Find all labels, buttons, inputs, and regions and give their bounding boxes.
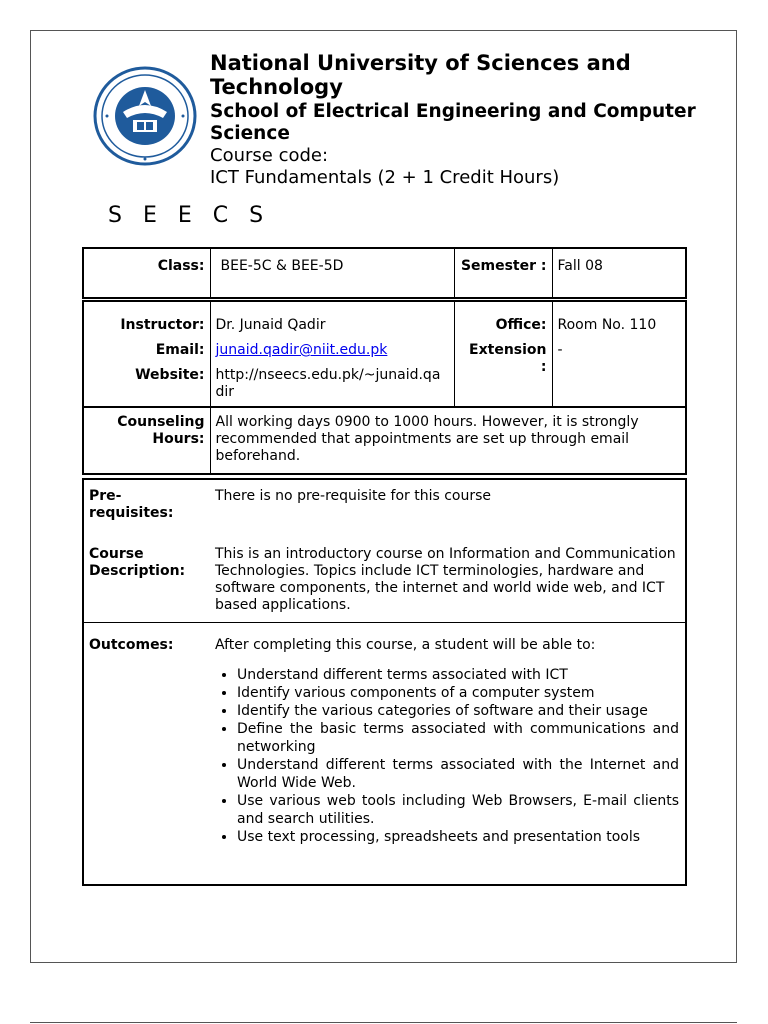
class-table [82, 247, 687, 299]
list-item: • Define the basic terms associated with communications and networking [237, 720, 679, 756]
class-value: BEE-5C & BEE-5D [210, 249, 454, 297]
instructor-label: Instructor: [120, 317, 205, 333]
list-item: • Identify the various categories of software and their usage [237, 702, 679, 720]
outcomes-cell [210, 623, 685, 847]
class-label: Class: [84, 249, 210, 297]
website-value: http://nseecs.edu.pk/~junaid.qadir [215, 367, 441, 400]
website-label: Website: [135, 367, 205, 383]
prereq-value: There is no pre-requisite for this course [215, 488, 492, 504]
office-label: Office: [495, 317, 547, 333]
university-name: National University of Sciences and Technology [210, 51, 631, 99]
outcomes-intro: After completing this course, a student will be able to: [215, 637, 596, 653]
list-item: • Use various web tools including Web Browsers, E-mail clients and search utilities. [237, 792, 679, 828]
extension-label: Extension : [469, 342, 547, 375]
email-link[interactable]: junaid.qadir@niit.edu.pk [215, 342, 388, 358]
list-item: • Use text processing, spreadsheets and presentation tools [237, 828, 679, 846]
prereq-label: Pre-requisites: [89, 488, 174, 521]
office-values [552, 302, 685, 407]
course-code-label: Course code: [210, 145, 329, 166]
office-value: Room No. 110 [557, 317, 657, 333]
list-item: • Understand different terms associated with the Internet and World Wide Web. [237, 756, 679, 792]
email-label: Email: [155, 342, 205, 358]
counseling-label: Counseling Hours: [84, 407, 210, 473]
description-label: Course Description: [89, 546, 186, 579]
contact-labels [84, 302, 210, 407]
description-value: This is an introductory course on Information and Communication Technologies. Topics include ICT terminologies, hardware and software components, the internet and world wide web, and ICT based applications. [215, 546, 676, 613]
document-header [210, 51, 740, 189]
outcomes-list [215, 666, 679, 846]
extension-value: - [557, 342, 563, 358]
list-item: • Understand different terms associated with ICT [237, 666, 679, 684]
semester-label: Semester : [454, 249, 552, 297]
bottom-rule [30, 1022, 737, 1023]
outcomes-label: Outcomes: [89, 637, 174, 653]
university-seal-icon [93, 66, 197, 166]
list-item: • Identify various components of a computer system [237, 684, 679, 702]
office-labels [454, 302, 552, 407]
course-title: ICT Fundamentals (2 + 1 Credit Hours) [210, 167, 560, 188]
contact-table [82, 300, 687, 475]
dept-abbrev: S E E C S [108, 203, 271, 228]
contact-values [210, 302, 454, 407]
school-name: School of Electrical Engineering and Computer Science [210, 101, 696, 144]
counseling-value: All working days 0900 to 1000 hours. However, it is strongly recommended that appointments are set up through email beforehand. [215, 414, 639, 464]
semester-value: Fall 08 [557, 258, 603, 274]
instructor-value: Dr. Junaid Qadir [215, 317, 326, 333]
course-table [82, 478, 687, 886]
